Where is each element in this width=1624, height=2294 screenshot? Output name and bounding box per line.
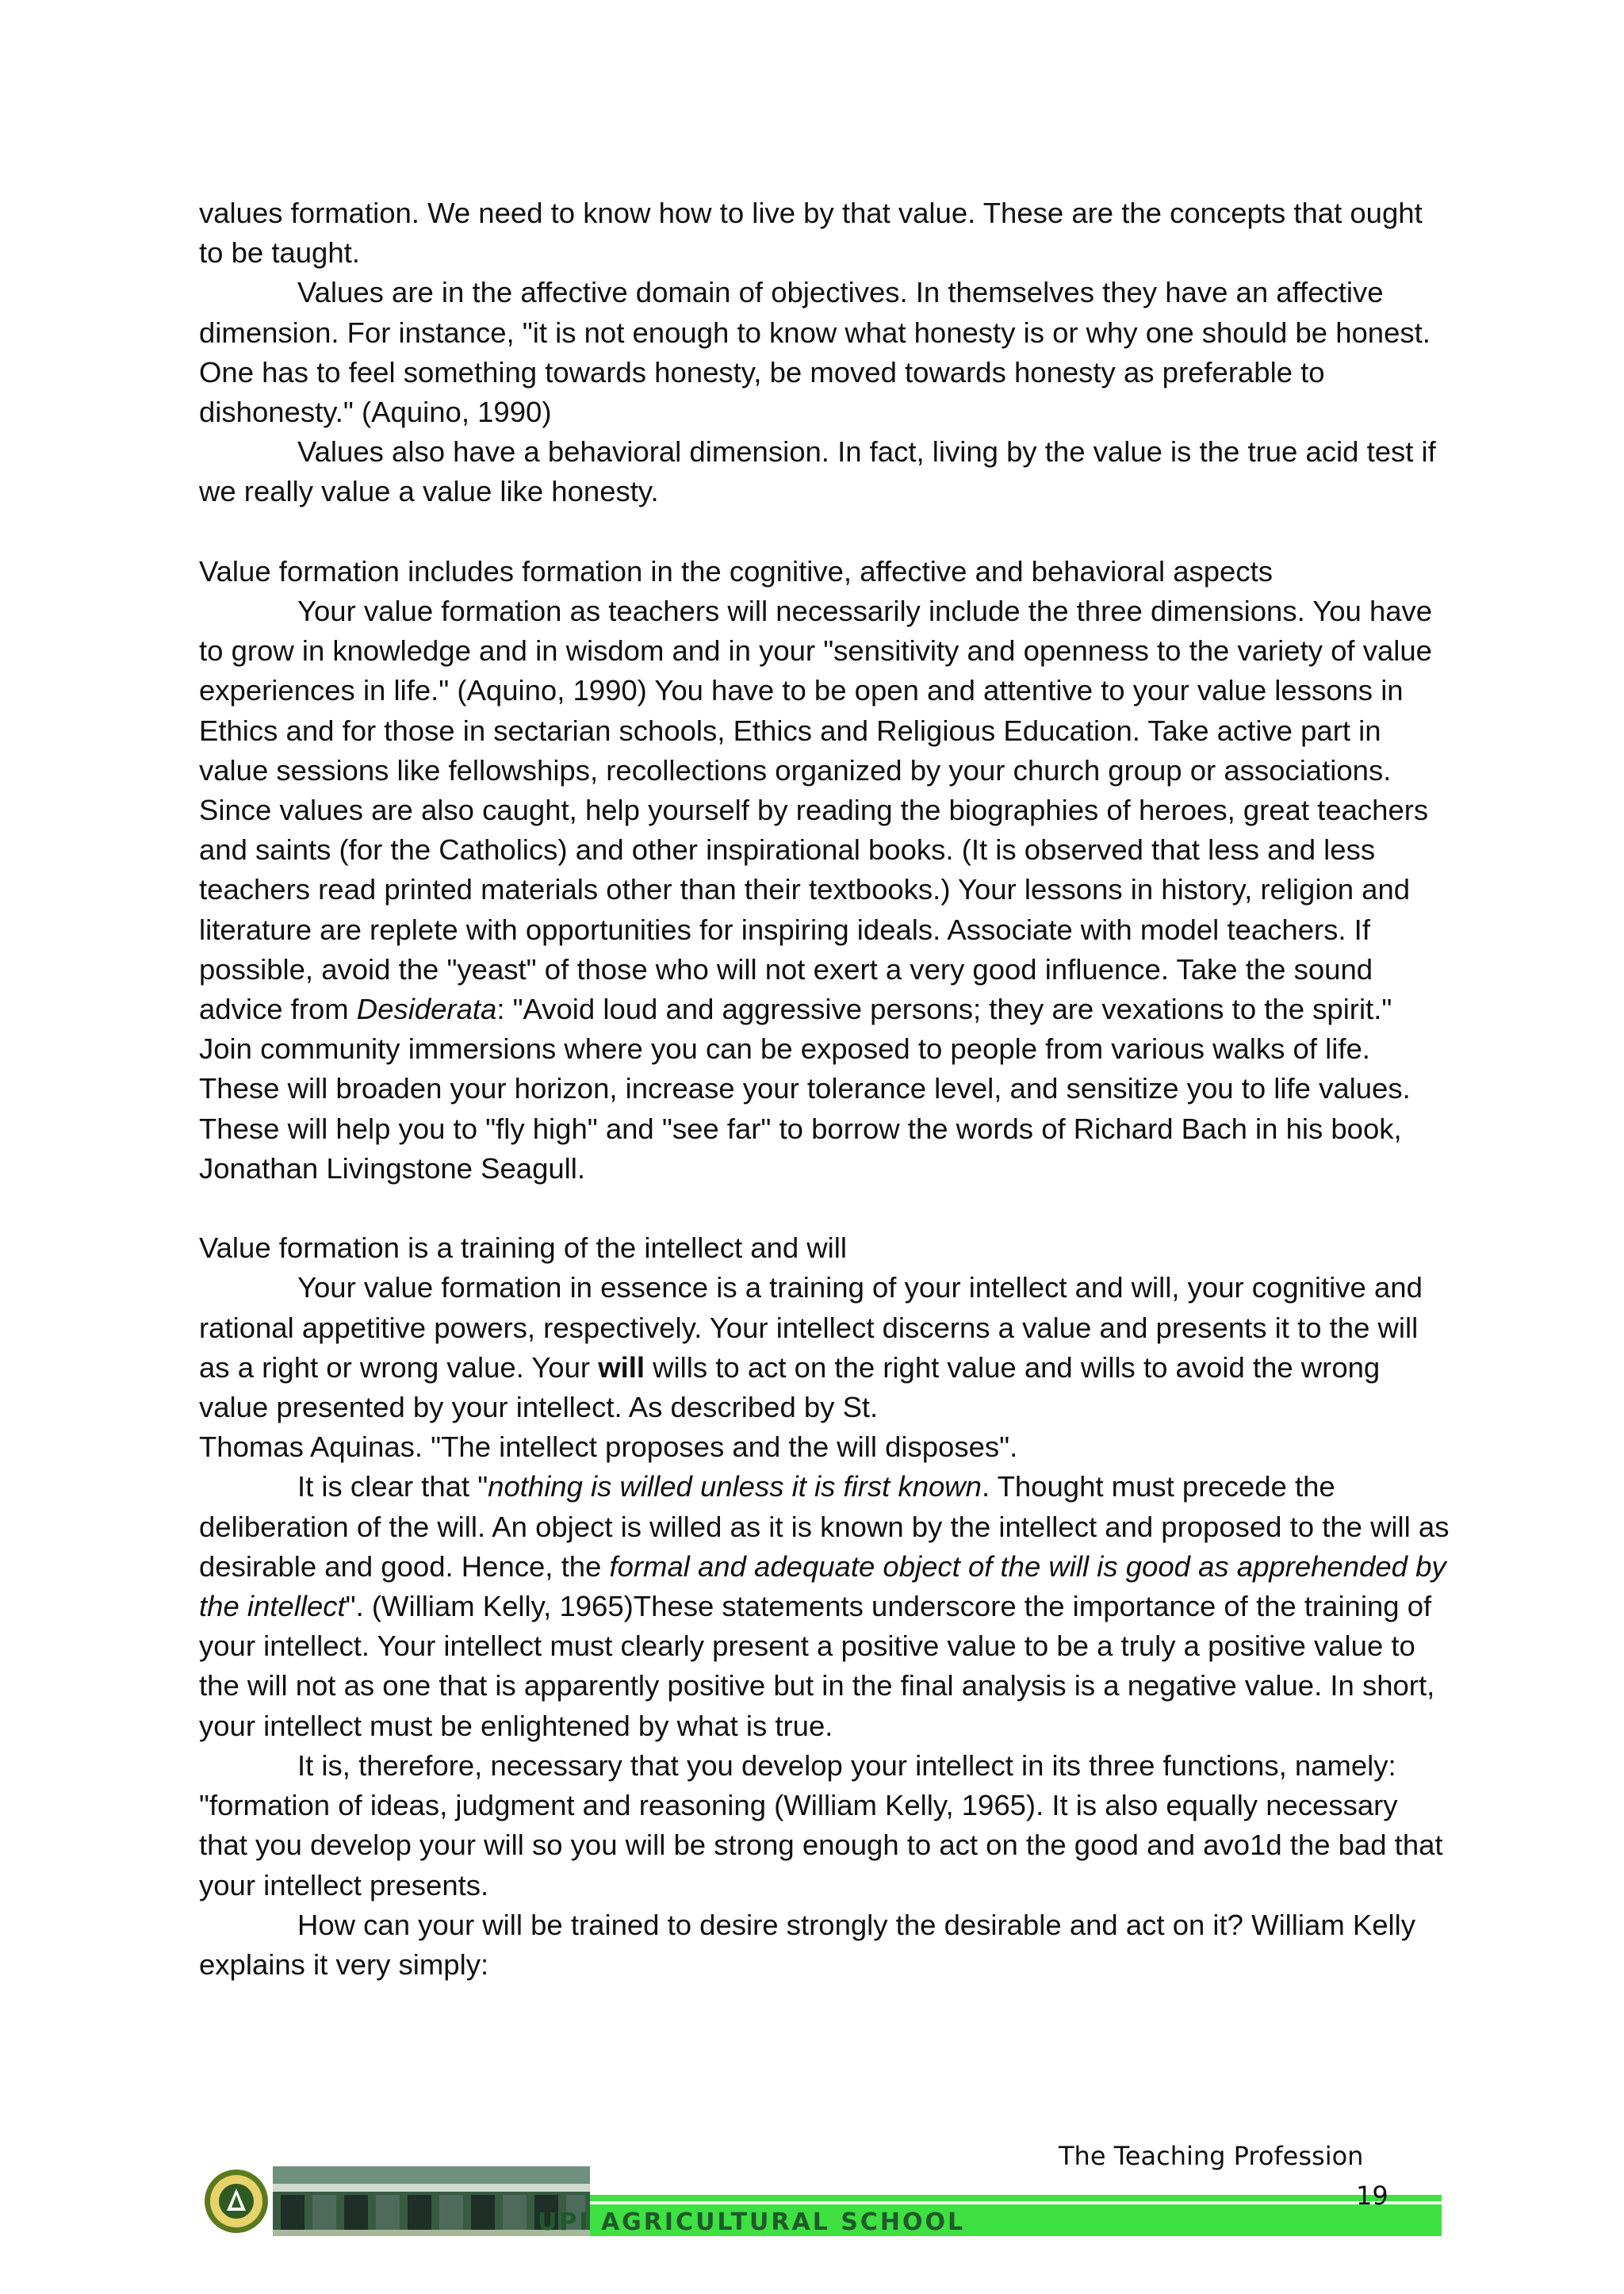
paragraph [199,273,1452,432]
text-run: Thomas Aquinas. "The intellect proposes and the will disposes". [199,1430,1018,1464]
school-banner-graphic [205,2149,1442,2236]
text-run: Your value formation as teachers will necessarily include the three dimensions. You have to grow in knowledge and in wisdom and in your "sensitivity and openness to the variety of value experiences in life." (Aquino, 1990) You have to be open and attentive to your value lessons in Ethics and for those in sectarian schools, Ethics and Religious Education. Take active part in value sessions like fellowships, recollections organized by your church group or associations. Since values are also caught, help yourself by reading the biographies of heroes, great teachers and saints (for the Catholics) and other inspirational books. (It is observed that less and less teachers read printed materials other than their textbooks.) Your lessons in history, religion and literature are replete with opportunities for inspiring ideals. Associate with model teachers. If possible, avoid the "yeast" of those who will not exert a very good influence. Take the sound advice from [199,595,1433,1026]
italic-title: Desiderata [356,993,497,1026]
paragraph [199,1905,1452,1985]
paragraph [199,592,1452,1189]
text-run: : "Avoid loud and aggressive persons; they are vexations to the spirit." Join community immersions where you can be exposed to people from various walks of life. These will broaden your horizon, increase your tolerance level, and sensitize you to life values. These will help you to "fly high" and "see far" to borrow the words of Richard Bach in his book, Jonathan Livingstone Seagull. [199,993,1411,1185]
text-run: It is clear that " [297,1470,488,1503]
text-run: Values also have a behavioral dimension. In fact, living by the value is the true acid test if we really value a value like honesty. [199,435,1436,508]
paragraph-gap [199,1189,1452,1228]
school-banner [205,2149,1442,2236]
section-heading [199,1228,1452,1268]
footer-title: The Teaching Profession [1059,2141,1364,2171]
section-heading [199,552,1452,592]
text-run: . Thought must precede the deliberation of the will. An object is willed as it is known by the intellect and proposed to the will as desirable and good. Hence, the [199,1470,1450,1583]
text-run: How can your will be trained to desire strongly the desirable and act on it? William Kelly explains it very simply: [199,1908,1415,1981]
text-run: ". (William Kelly, 1965)These statements underscore the importance of the training of your intellect. Your intellect must clearly present a positive value to be a truly a positive value to the will not as one that is apparently positive but in the final analysis is a negative value. In short, your intellect must be enlightened by what is true. [199,1590,1435,1742]
paragraph [199,193,1452,273]
italic-quote: nothing is willed unless it is first known [488,1470,982,1503]
paragraph [199,1427,1452,1467]
text-run: Values are in the affective domain of objectives. In themselves they have an affective dimension. For instance, "it is not enough to know what honesty is or why one should be honest. One has to feel something towards honesty, be moved towards honesty as preferable to dishonesty." (Aquino, 1990) [199,276,1431,429]
text-run: wills to act on the right value and wills to avoid the wrong value presented by your intellect. As described by St. [199,1350,1381,1424]
paragraph-gap [199,512,1452,552]
bold-term: will [598,1350,645,1384]
paragraph [199,1746,1452,1905]
heading-text: Value formation includes formation in the cognitive, affective and behavioral aspects [199,554,1273,588]
heading-text: Value formation is a training of the intellect and will [199,1231,847,1265]
text-run: values formation. We need to know how to live by that value. These are the concepts that ought to be taught. [199,197,1423,270]
paragraph [199,432,1452,511]
school-name: UPI AGRICULTURAL SCHOOL [538,2208,966,2236]
text-run: Your value formation in essence is a training of your intellect and will, your cognitive and rational appetitive powers, respectively. Your intellect discerns a value and presents it to the will as a right or wrong value. Your [199,1271,1423,1384]
school-seal-icon [205,2170,268,2233]
paragraph [199,1467,1452,1745]
text-run: It is, therefore, necessary that you develop your intellect in its three functions, namely: "formation of ideas, judgment and reasoning (William Kelly, 1965). It is also equally necessary that you develop your will so you will be strong enough to act on the good and avo1d the bad that your intellect presents. [199,1748,1443,1901]
page-number: 19 [1356,2181,1388,2211]
body-text [199,193,1452,1985]
italic-quote: formal and adequate object of the will is good as apprehended by the intellect [199,1549,1446,1623]
paragraph [199,1268,1452,1427]
